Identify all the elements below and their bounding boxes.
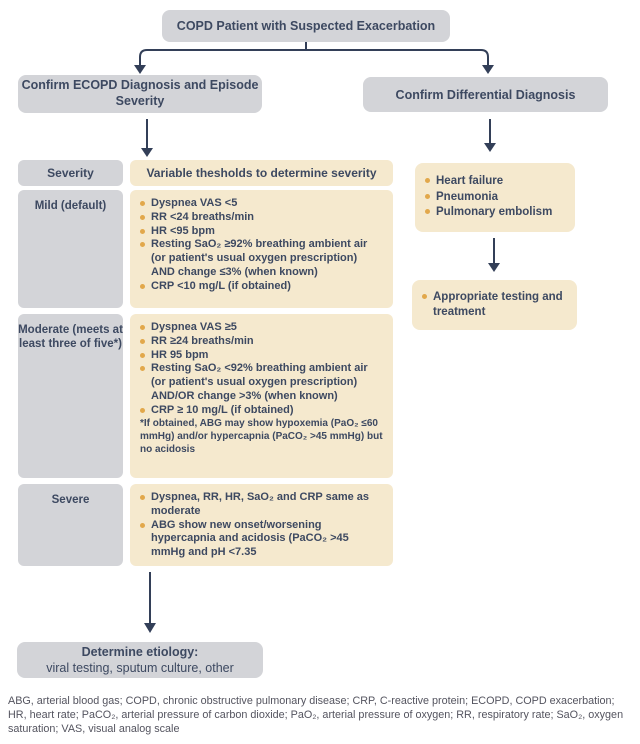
arrowhead-etiology: [144, 623, 156, 633]
bullet-text: CRP ≥ 10 mg/L (if obtained): [151, 403, 294, 416]
list-item: [140, 519, 383, 560]
moderate-footnote: *If obtained, ABG may show hypoxemia (PaO₂ ≤60 mmHg) and/or hypercapnia (PaCO₂ >45 mmHg) but no acidosis: [140, 418, 383, 455]
bullet-icon: [140, 215, 145, 220]
bullet-text: HR <95 bpm: [151, 224, 215, 237]
list-item: [140, 280, 383, 294]
etiology-subtitle: viral testing, sputum culture, other: [46, 661, 234, 675]
bullet-icon: [140, 495, 145, 500]
bullet-text: Dyspnea VAS <5: [151, 197, 238, 209]
list-item: [140, 404, 383, 418]
bullet-icon: [425, 194, 430, 199]
bullet-icon: [422, 294, 427, 299]
severity-header-label: Severity: [47, 166, 94, 180]
thresholds-header-label: Variable thesholds to determine severity: [146, 166, 377, 180]
bullet-text: CRP <10 mg/L (if obtained): [151, 279, 291, 292]
list-item: [425, 190, 565, 206]
bullet-text: RR ≥24 breaths/min: [151, 334, 254, 347]
arrowhead-right-branch: [482, 65, 494, 74]
list-item: [140, 211, 383, 225]
bullet-icon: [140, 201, 145, 206]
list-item: [425, 174, 565, 190]
bullet-icon: [140, 366, 145, 371]
root-box: [162, 10, 450, 42]
bullet-icon: [140, 408, 145, 413]
bullet-icon: [140, 229, 145, 234]
bullet-icon: [140, 284, 145, 289]
etiology-title: Determine etiology:: [81, 644, 199, 659]
moderate-label: Moderate (meets at least three of five*): [18, 324, 123, 351]
bullet-text: Resting SaO₂ <92% breathing ambient air (or patient's usual oxygen prescription) AND/OR change >3% (when known): [151, 362, 368, 402]
bullet-text: Dyspnea, RR, HR, SaO₂ and CRP same as moderate: [151, 491, 370, 517]
bullet-icon: [425, 209, 430, 214]
list-item: [140, 321, 383, 335]
list-item: [140, 238, 383, 279]
bullet-icon: [140, 325, 145, 330]
bullet-icon: [140, 353, 145, 358]
list-item: [140, 362, 383, 403]
root-title: COPD Patient with Suspected Exacerbation: [176, 19, 436, 33]
bullet-text: HR 95 bpm: [151, 348, 209, 361]
arrowhead-right-action: [488, 263, 500, 272]
list-item: [140, 225, 383, 239]
mild-criteria-cell: [130, 190, 393, 308]
arrowhead-left-branch: [134, 65, 146, 74]
list-item: [140, 491, 383, 519]
bullet-icon: [425, 178, 430, 183]
list-item: [140, 197, 383, 211]
appropriate-testing-box: [412, 280, 577, 330]
severity-header-cell: [18, 160, 123, 186]
bullet-text: RR <24 breaths/min: [151, 210, 255, 223]
bullet-icon: [140, 242, 145, 247]
bullet-text: Resting SaO₂ ≥92% breathing ambient air (or patient's usual oxygen prescription) AND change ≤3% (when known): [151, 238, 368, 278]
bullet-icon: [140, 339, 145, 344]
bullet-icon: [140, 523, 145, 528]
list-item: [140, 335, 383, 349]
list-item: [425, 205, 565, 221]
severe-label: Severe: [51, 494, 90, 506]
arrowhead-right-differential: [484, 143, 496, 152]
moderate-label-cell: [18, 314, 123, 478]
bullet-text: Appropriate testing and treatment: [433, 291, 563, 318]
mild-label: Mild (default): [34, 200, 107, 212]
connector-branch-bar: [140, 50, 488, 67]
thresholds-header-cell: [130, 160, 393, 186]
confirm-differential-box: [363, 77, 608, 112]
determine-etiology-box: [17, 642, 263, 678]
list-item: [422, 290, 567, 320]
confirm-ecopd-box: [18, 75, 262, 113]
bullet-text: Pneumonia: [436, 190, 498, 203]
list-item: [140, 349, 383, 363]
bullet-text: Dyspnea VAS ≥5: [151, 321, 237, 333]
abbreviations-footnote: ABG, arterial blood gas; COPD, chronic obstructive pulmonary disease; CRP, C-reactive protein; ECOPD, COPD exacerbation; HR, heart rate; PaCO₂, arterial pressure of carbon dioxide; PaO₂, arterial pressure of oxygen; RR, respiratory rate; SaO₂, oxygen saturation; VAS, visual analog scale: [8, 695, 624, 736]
severe-criteria-cell: [130, 484, 393, 566]
differential-diagnoses-box: [415, 163, 575, 232]
bullet-text: ABG show new onset/worsening hypercapnia and acidosis (PaCO₂ >45 mmHg and pH <7.35: [151, 518, 349, 558]
confirm-ecopd-title: Confirm ECOPD Diagnosis and Episode Severity: [21, 78, 259, 108]
bullet-text: Heart failure: [436, 175, 504, 188]
arrowhead-left-table: [141, 148, 153, 157]
mild-label-cell: [18, 190, 123, 308]
confirm-differential-title: Confirm Differential Diagnosis: [395, 87, 576, 102]
bullet-text: Pulmonary embolism: [436, 206, 553, 219]
moderate-criteria-cell: [130, 314, 393, 478]
severe-label-cell: [18, 484, 123, 566]
